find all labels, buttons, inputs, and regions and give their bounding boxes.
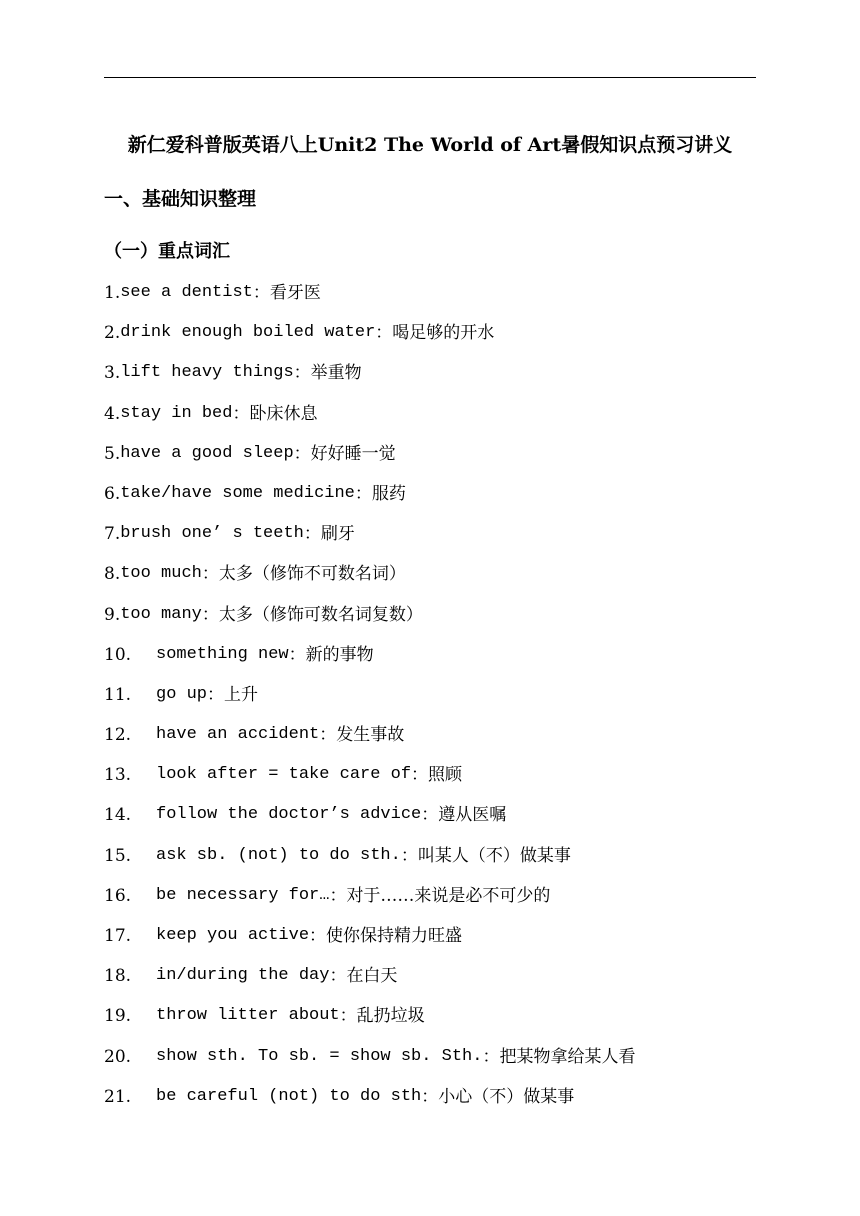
vocab-item-separator: ： bbox=[309, 926, 327, 946]
vocab-item-number: 12. bbox=[104, 725, 132, 746]
vocab-item-separator: ： bbox=[319, 725, 337, 746]
vocab-item bbox=[104, 602, 764, 642]
vocab-item bbox=[104, 762, 764, 802]
vocab-item-english: drink enough boiled water bbox=[120, 323, 376, 343]
vocab-item-chinese: 遵从医嘱 bbox=[438, 805, 507, 826]
vocab-item-number: 8. bbox=[104, 564, 121, 585]
vocab-item-separator: ： bbox=[329, 885, 347, 906]
vocab-item bbox=[104, 320, 764, 360]
vocab-item-chinese: 对于……来说是必不可少的 bbox=[346, 885, 551, 906]
vocab-item-english: brush one’ s teeth bbox=[120, 524, 304, 544]
vocab-item-separator: ： bbox=[400, 845, 418, 866]
vocab-item-chinese: 太多（修饰不可数名词） bbox=[218, 564, 406, 585]
vocab-item-number: 18. bbox=[104, 966, 132, 987]
vocab-item-chinese: 卧床休息 bbox=[249, 403, 318, 424]
vocab-item bbox=[104, 682, 764, 722]
vocab-item-english: too many bbox=[120, 604, 202, 624]
vocab-item-english: throw litter about bbox=[156, 1006, 340, 1026]
vocab-item-separator: ： bbox=[201, 604, 219, 625]
vocab-item bbox=[104, 441, 764, 481]
vocab-item-number: 6. bbox=[104, 483, 121, 504]
vocab-item bbox=[104, 280, 764, 320]
vocab-item bbox=[104, 481, 764, 521]
vocab-item-number: 11. bbox=[104, 684, 132, 705]
vocab-item bbox=[104, 360, 764, 400]
vocab-item-english: see a dentist bbox=[120, 283, 253, 302]
vocab-item-chinese: 新的事物 bbox=[305, 644, 374, 665]
vocab-item-chinese: 刷牙 bbox=[320, 524, 355, 545]
vocab-item-english: keep you active bbox=[156, 926, 310, 945]
vocab-item-chinese: 乱扔垃圾 bbox=[356, 1006, 425, 1027]
vocab-item-chinese: 使你保持精力旺盛 bbox=[326, 926, 463, 946]
vocab-item-number: 2. bbox=[104, 323, 121, 344]
vocab-item-number: 9. bbox=[104, 604, 121, 625]
vocab-item-english: follow the doctor’s advice bbox=[156, 805, 422, 825]
vocab-item bbox=[104, 401, 764, 441]
vocab-item bbox=[104, 1003, 764, 1043]
vocab-item-number: 1. bbox=[104, 283, 121, 303]
vocab-item-separator: ： bbox=[411, 765, 429, 786]
vocab-item-english: show sth. To sb. = show sb. Sth. bbox=[156, 1046, 483, 1066]
vocab-item-english: look after = take care of bbox=[156, 765, 412, 785]
vocab-item-separator: ： bbox=[339, 1006, 357, 1027]
document-title: 新仁爱科普版英语八上Unit2 The World of Art暑假知识点预习讲义 bbox=[127, 134, 733, 156]
vocab-item bbox=[104, 561, 764, 601]
vocab-item-english: too much bbox=[120, 564, 202, 584]
vocab-item-chinese: 照顾 bbox=[428, 765, 463, 786]
vocab-item-chinese: 发生事故 bbox=[336, 725, 405, 746]
vocab-item-number: 20. bbox=[104, 1046, 132, 1067]
vocab-item bbox=[104, 521, 764, 561]
vocab-item bbox=[104, 802, 764, 842]
subsection-heading: （一）重点词汇 bbox=[104, 241, 230, 262]
vocab-item-chinese: 服药 bbox=[371, 483, 406, 504]
vocab-item-number: 13. bbox=[104, 765, 132, 786]
vocab-item bbox=[104, 722, 764, 762]
vocab-item-separator: ： bbox=[421, 1086, 439, 1107]
vocab-item-chinese: 太多（修饰可数名词复数） bbox=[218, 604, 423, 625]
vocab-item-chinese: 上升 bbox=[224, 684, 259, 705]
vocab-item-english: have an accident bbox=[156, 725, 320, 745]
vocab-item-english: be careful (not) to do sth bbox=[156, 1086, 422, 1106]
header-rule bbox=[104, 77, 756, 78]
vocab-item-english: take/have some medicine bbox=[120, 483, 355, 503]
vocab-item bbox=[104, 1044, 764, 1084]
vocab-item-number: 15. bbox=[104, 845, 132, 866]
vocab-item-chinese: 在白天 bbox=[346, 966, 398, 987]
vocab-item-english: stay in bed bbox=[120, 403, 233, 423]
vocab-item bbox=[104, 923, 764, 963]
vocab-item bbox=[104, 642, 764, 682]
vocab-item-separator: ： bbox=[421, 805, 439, 826]
vocab-item-separator: ： bbox=[482, 1046, 500, 1067]
vocab-item-number: 19. bbox=[104, 1006, 132, 1027]
vocab-item-number: 4. bbox=[104, 403, 121, 424]
vocab-item-separator: ： bbox=[329, 966, 347, 987]
vocab-item-chinese: 把某物拿给某人看 bbox=[499, 1046, 636, 1067]
vocab-item-english: in/during the day bbox=[156, 966, 330, 986]
vocab-item-number: 16. bbox=[104, 885, 132, 906]
vocab-item-number: 7. bbox=[104, 524, 121, 545]
vocab-item bbox=[104, 883, 764, 923]
vocab-item-number: 14. bbox=[104, 805, 132, 826]
vocab-item-separator: ： bbox=[293, 363, 311, 384]
vocab-item-chinese: 喝足够的开水 bbox=[392, 323, 495, 344]
vocab-item-chinese: 看牙医 bbox=[269, 283, 321, 303]
vocab-item-number: 10. bbox=[104, 644, 132, 665]
vocab-item-separator: ： bbox=[232, 403, 250, 424]
vocab-item-english: something new bbox=[156, 644, 289, 664]
vocab-item-english: ask sb. (not) to do sth. bbox=[156, 845, 401, 865]
vocab-item-chinese: 好好睡一觉 bbox=[310, 443, 396, 464]
vocab-item bbox=[104, 1084, 764, 1124]
vocab-item-chinese: 举重物 bbox=[310, 363, 362, 384]
vocab-item-chinese: 小心（不）做某事 bbox=[438, 1086, 575, 1107]
vocab-item-separator: ： bbox=[303, 524, 321, 545]
section-heading: 一、基础知识整理 bbox=[104, 188, 257, 210]
vocab-item-chinese: 叫某人（不）做某事 bbox=[417, 845, 571, 866]
vocab-item-number: 3. bbox=[104, 363, 121, 384]
vocab-item-number: 21. bbox=[104, 1086, 132, 1107]
vocab-item-separator: ： bbox=[288, 644, 306, 665]
vocab-item-separator: ： bbox=[207, 684, 225, 705]
vocab-item-english: have a good sleep bbox=[120, 443, 294, 463]
vocab-item-english: be necessary for… bbox=[156, 885, 330, 905]
vocab-item-number: 5. bbox=[104, 443, 121, 464]
vocab-item-separator: ： bbox=[354, 483, 372, 504]
vocab-item-english: go up bbox=[156, 684, 208, 704]
vocab-item-number: 17. bbox=[104, 926, 132, 946]
vocab-item bbox=[104, 963, 764, 1003]
vocabulary-list bbox=[104, 280, 764, 1124]
vocab-item-separator: ： bbox=[375, 323, 393, 344]
vocab-item-english: lift heavy things bbox=[120, 363, 294, 383]
vocab-item-separator: ： bbox=[293, 443, 311, 464]
vocab-item-separator: ： bbox=[201, 564, 219, 585]
vocab-item-separator: ： bbox=[252, 283, 270, 303]
vocab-item bbox=[104, 843, 764, 883]
